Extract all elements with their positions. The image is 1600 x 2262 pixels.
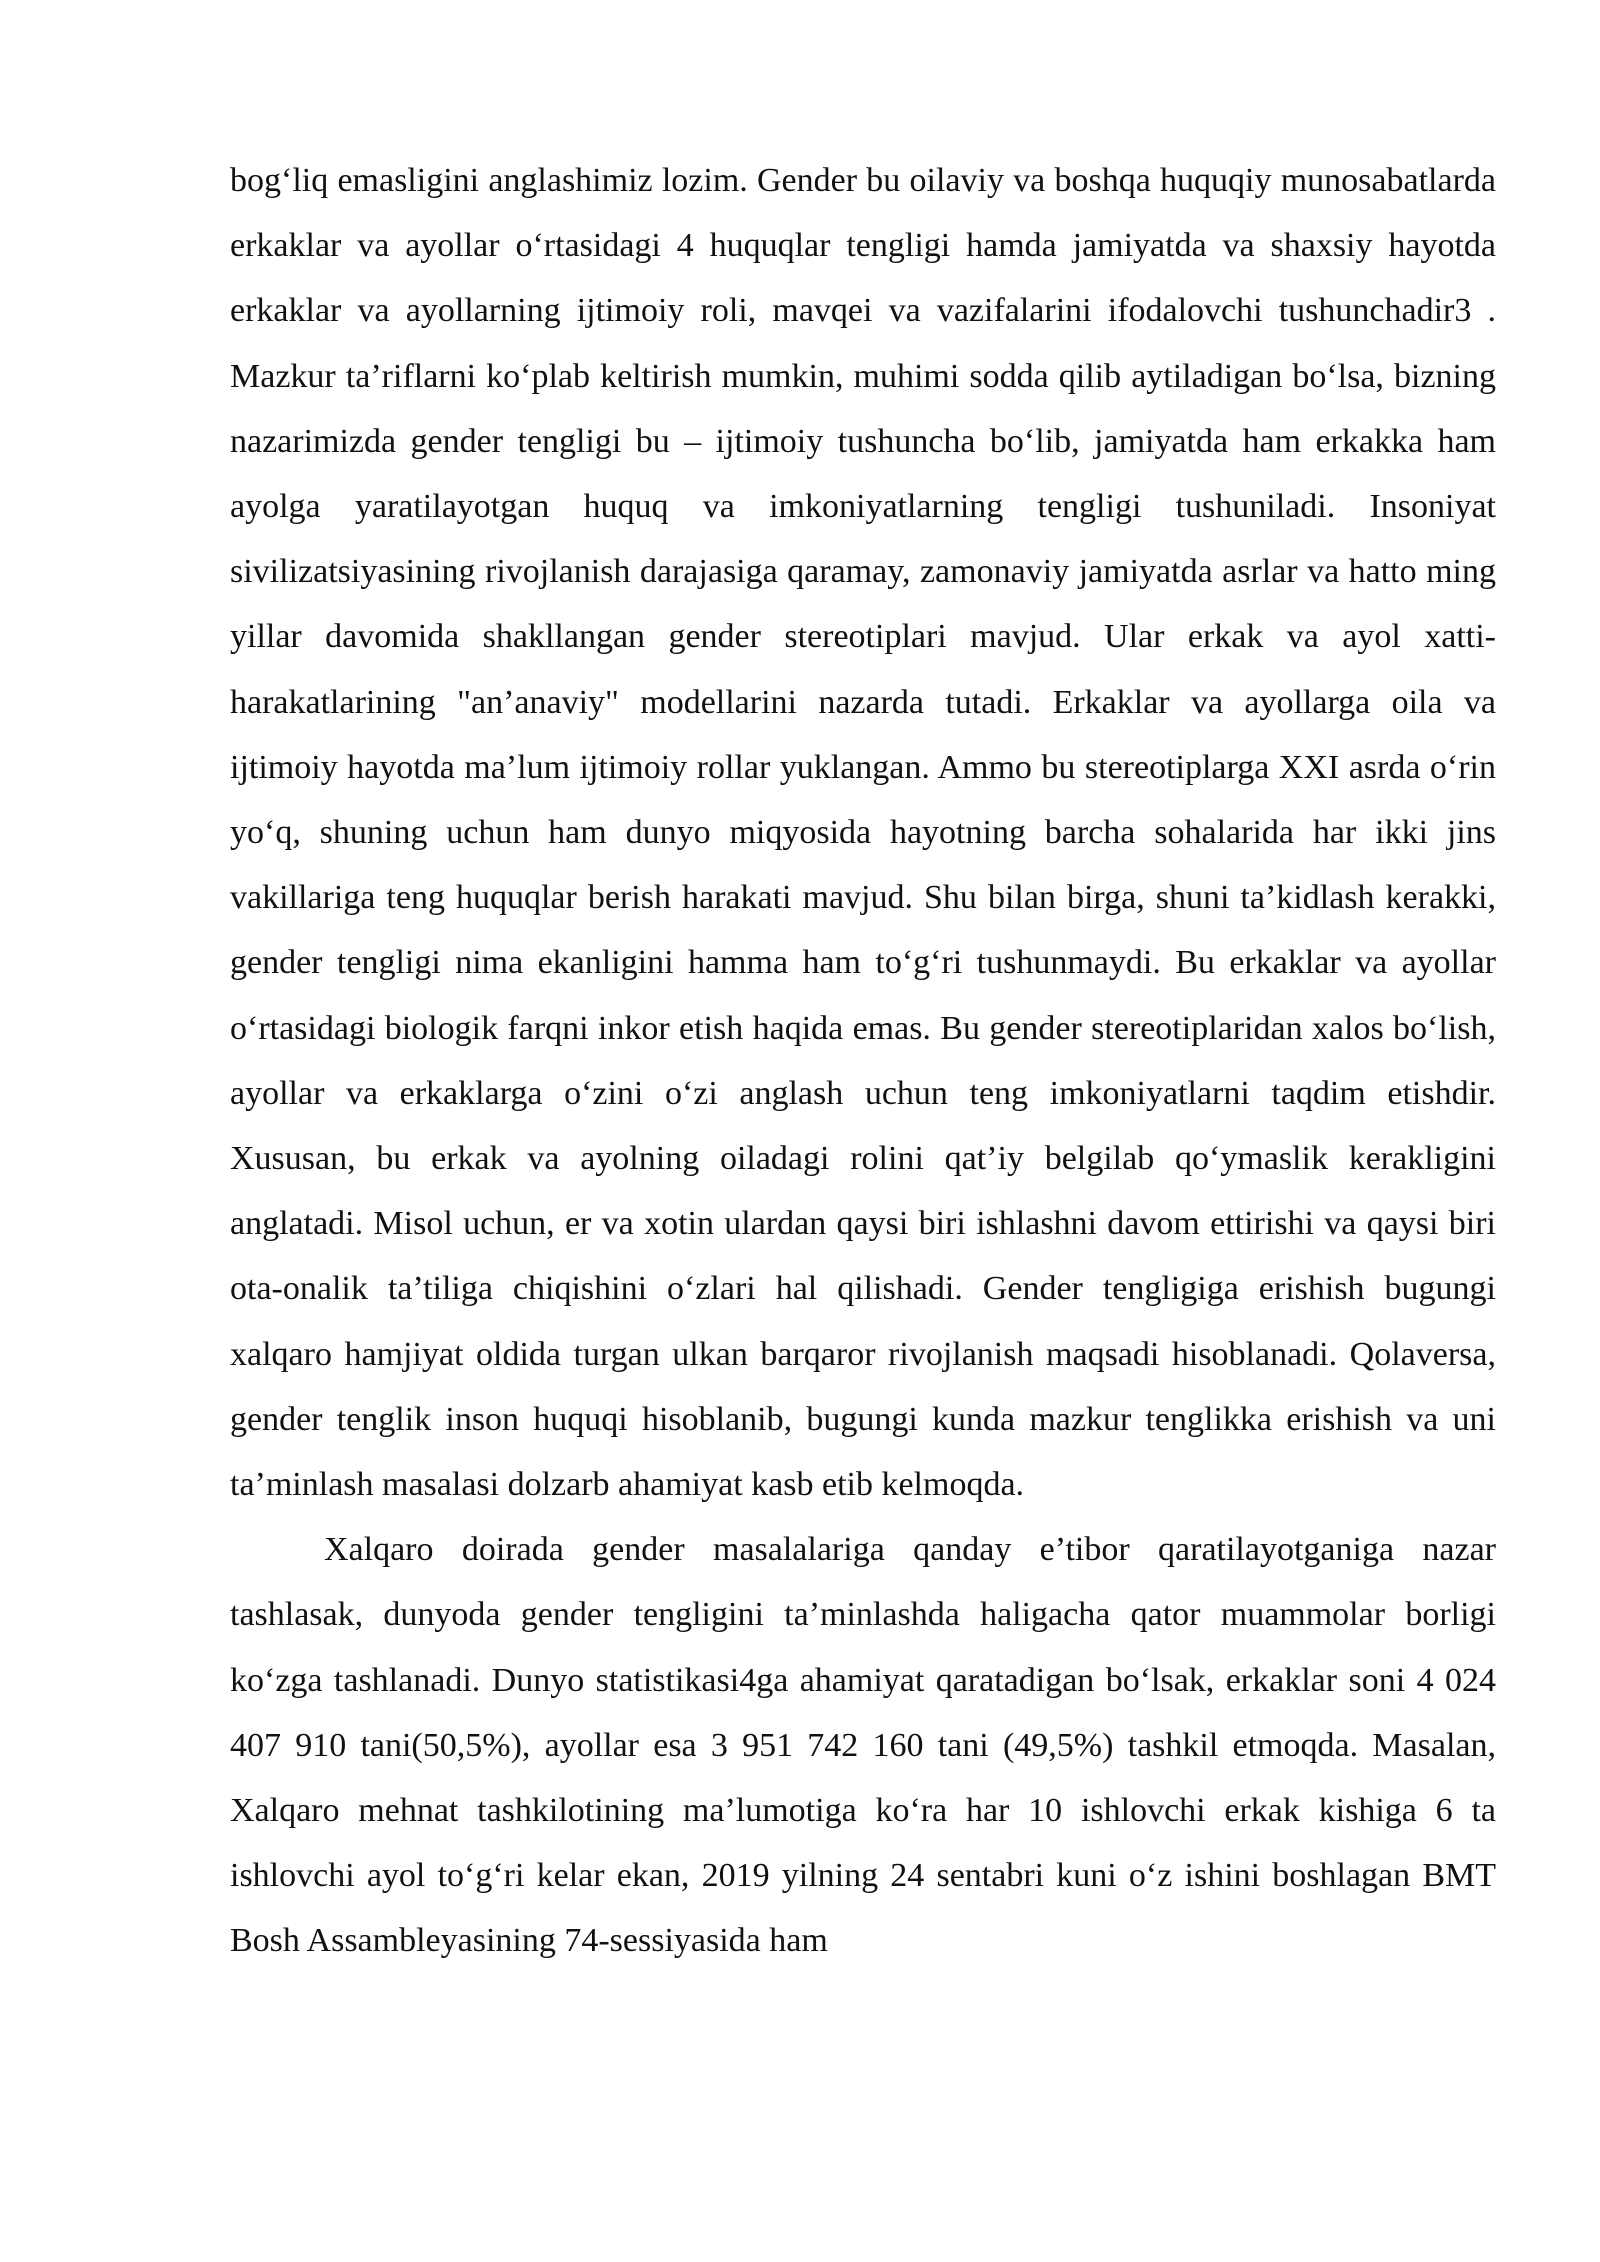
- body-text: [230, 148, 1496, 1974]
- paragraph-gender-definition: bog‘liq emasligini anglashimiz lozim. Gender bu oilaviy va boshqa huquqiy munosabatlarda erkaklar va ayollar o‘rtasidagi 4 huquqlar tengligi hamda jamiyatda va shaxsiy hayotda erkaklar va ayollarning ijtimoiy roli, mavqei va vazifalarini ifodalovchi tushunchadir3 . Mazkur ta’riflarni ko‘plab keltirish mumkin, muhimi sodda qilib aytiladigan bo‘lsa, bizning nazarimizda gender tengligi bu – ijtimoiy tushuncha bo‘lib, jamiyatda ham erkakka ham ayolga yaratilayotgan huquq va imkoniyatlarning tengligi tushuniladi. Insoniyat sivilizatsiyasining rivojlanish darajasiga qaramay, zamonaviy jamiyatda asrlar va hatto ming yillar davomida shakllangan gender stereotiplari mavjud. Ular erkak va ayol xatti-harakatlarining "an’anaviy" modellarini nazarda tutadi. Erkaklar va ayollarga oila va ijtimoiy hayotda ma’lum ijtimoiy rollar yuklangan. Ammo bu stereotiplarga XXI asrda o‘rin yo‘q, shuning uchun ham dunyo miqyosida hayotning barcha sohalarida har ikki jins vakillariga teng huquqlar berish harakati mavjud. Shu bilan birga, shuni ta’kidlash kerakki, gender tengligi nima ekanligini hamma ham to‘g‘ri tushunmaydi. Bu erkaklar va ayollar o‘rtasidagi biologik farqni inkor etish haqida emas. Bu gender stereotiplaridan xalos bo‘lish, ayollar va erkaklarga o‘zini o‘zi anglash uchun teng imkoniyatlarni taqdim etishdir. Xususan, bu erkak va ayolning oiladagi rolini qat’iy belgilab qo‘ymaslik kerakligini anglatadi. Misol uchun, er va xotin ulardan qaysi biri ishlashni davom ettirishi va qaysi biri ota-onalik ta’tiliga chiqishini o‘zlari hal qilishadi. Gender tengligiga erishish bugungi xalqaro hamjiyat oldida turgan ulkan barqaror rivojlanish maqsadi hisoblanadi. Qolaversa, gender tenglik inson huquqi hisoblanib, bugungi kunda mazkur tenglikka erishish va uni ta’minlash masalasi dolzarb ahamiyat kasb etib kelmoqda.: [230, 162, 1496, 1504]
- paragraph-international-statistics: Xalqaro doirada gender masalalariga qanday e’tibor qaratilayotganiga nazar tashlasak, dunyoda gender tengligini ta’minlashda haligacha qator muammolar borligi ko‘zga tashlanadi. Dunyo statistikasi4ga ahamiyat qaratadigan bo‘lsak, erkaklar soni 4 024 407 910 tani(50,5%), ayollar esa 3 951 742 160 tani (49,5%) tashkil etmoqda. Masalan, Xalqaro mehnat tashkilotining ma’lumotiga ko‘ra har 10 ishlovchi erkak kishiga 6 ta ishlovchi ayol to‘g‘ri kelar ekan, 2019 yilning 24 sentabri kuni o‘z ishini boshlagan BMT Bosh Assambleyasining 74-sessiyasida ham: [230, 1531, 1496, 1960]
